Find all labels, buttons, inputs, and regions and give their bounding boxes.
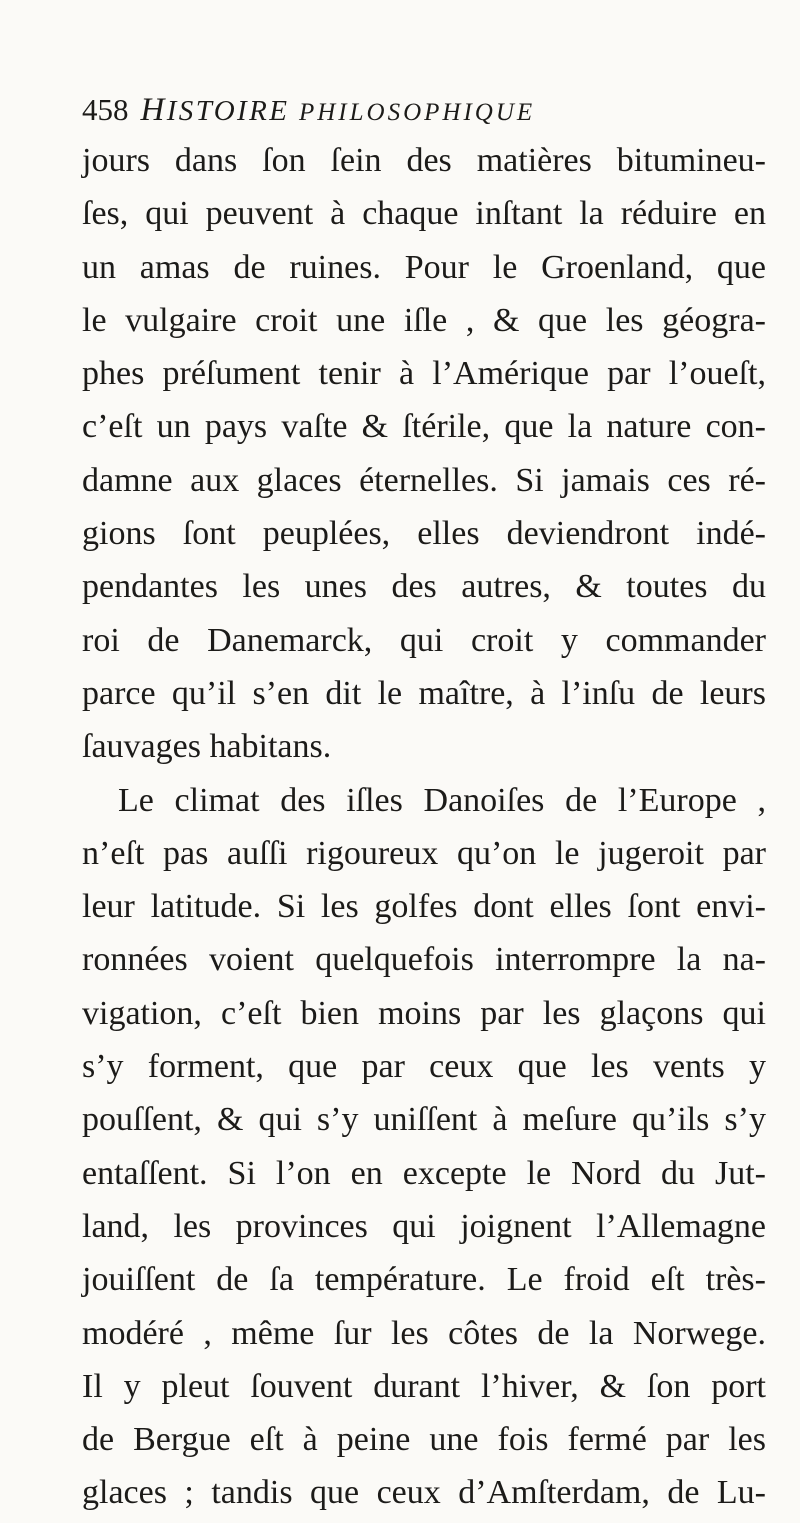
text-line: parce qu’il s’en dit le maître, à l’inſu de leurs bbox=[82, 674, 766, 712]
text-line: pendantes les unes des autres, & toutes du bbox=[82, 568, 766, 606]
text-line: damne aux glaces éternelles. Si jamais ces ré- bbox=[82, 461, 766, 499]
text-line: entaſſent. Si l’on en excepte le Nord du Jut- bbox=[82, 1154, 766, 1192]
text-line-paragraph-start: Le climat des iſles Danoiſes de l’Europe , bbox=[118, 781, 766, 819]
text-line: gions ſont peuplées, elles deviendront indé- bbox=[82, 515, 766, 553]
text-line-paragraph-end: ſauvages habitans. bbox=[82, 728, 332, 766]
text-line: glaces ; tandis que ceux d’Amſterdam, de Lu- bbox=[82, 1474, 766, 1512]
text-line: roi de Danemarck, qui croit y commander bbox=[82, 621, 766, 659]
text-line: jours dans ſon ſein des matières bitumineu- bbox=[82, 142, 766, 179]
running-title bbox=[140, 92, 536, 128]
text-line: le vulgaire croit une iſle , & que les géogra- bbox=[82, 301, 766, 339]
text-line: pouſſent, & qui s’y uniſſent à meſure qu’ils s’y bbox=[82, 1101, 766, 1139]
text-line: vigation, c’eſt bien moins par les glaçons qui bbox=[82, 994, 766, 1032]
text-line: c’eſt un pays vaſte & ſtérile, que la nature con- bbox=[82, 408, 766, 446]
text-line: de Bergue eſt à peine une fois fermé par les bbox=[82, 1421, 766, 1459]
text-line: modéré , même ſur les côtes de la Norwege. bbox=[82, 1314, 766, 1352]
text-line: ronnées voient quelquefois interrompre la na- bbox=[82, 941, 766, 979]
text-line: s’y forment, que par ceux que les vents y bbox=[82, 1048, 766, 1086]
text-line: ſes, qui peuvent à chaque inſtant la réduire en bbox=[82, 195, 766, 233]
running-title-initial: H bbox=[140, 92, 167, 128]
text-line: land, les provinces qui joignent l’Allemagne bbox=[82, 1207, 766, 1245]
running-title-word-2: PHILOSOPHIQUE bbox=[298, 99, 536, 126]
page-number: 458 bbox=[82, 92, 129, 127]
text-line: jouiſſent de ſa température. Le froid eſt très- bbox=[82, 1261, 766, 1299]
running-header bbox=[82, 92, 762, 132]
text-line: un amas de ruines. Pour le Groenland, que bbox=[82, 248, 766, 286]
running-title-word-1: ISTOIRE bbox=[166, 95, 290, 127]
text-line: leur latitude. Si les golfes dont elles ſont envi- bbox=[82, 888, 766, 926]
text-line: Il y pleut ſouvent durant l’hiver, & ſon port bbox=[82, 1367, 766, 1405]
text-line: phes préſument tenir à l’Amérique par l’oueſt, bbox=[82, 355, 766, 393]
text-line: n’eſt pas auſſi rigoureux qu’on le jugeroit par bbox=[82, 834, 766, 872]
body-text bbox=[82, 134, 766, 1520]
